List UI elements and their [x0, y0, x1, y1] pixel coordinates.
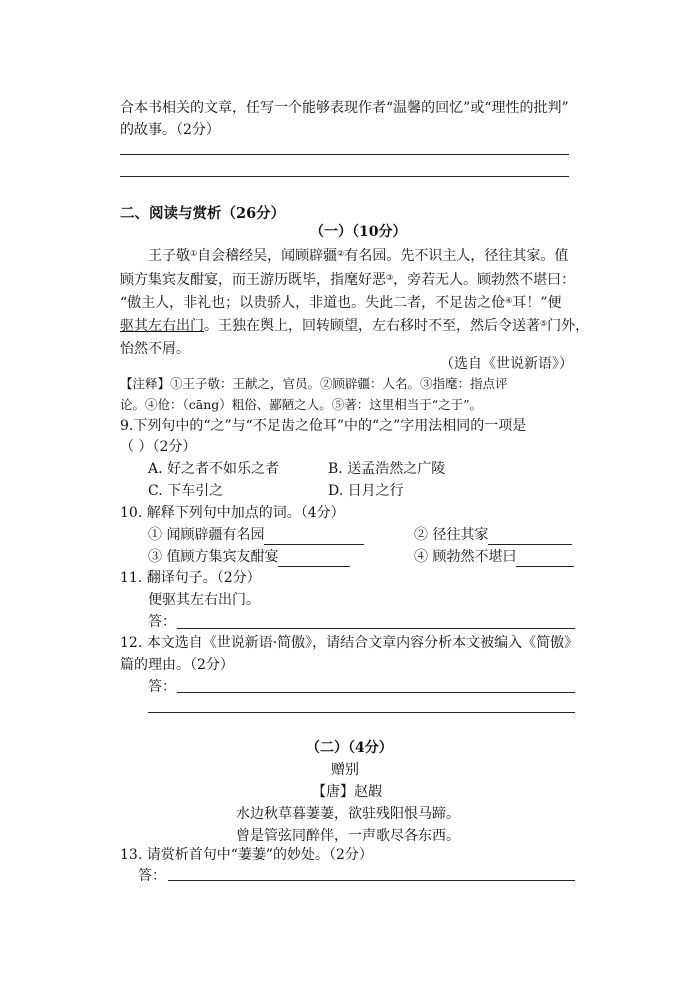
q9-option-a: A. 好之者不如乐之者 — [148, 461, 280, 477]
q11-answer-label: 答： — [148, 614, 176, 630]
q12-stem-2: 篇的理由。（2分） — [120, 657, 234, 673]
q10-answer-line[interactable] — [264, 530, 364, 545]
notes-line-1: 【注释】①王子敬：王献之，官员。②顾辟疆：人名。③指麾：指点评 — [120, 376, 508, 391]
q9-option-c: C. 下车引之 — [148, 483, 224, 499]
intro-line-2: 的故事。（2分） — [120, 122, 220, 138]
footnote-marker: ③ — [386, 273, 394, 282]
answer-line — [120, 176, 569, 177]
poem-line-2: 曾是管弦同醉伴，一声歌尽各东西。 — [236, 828, 460, 844]
q10-answer-line[interactable] — [516, 552, 574, 567]
poem-author: 【唐】赵嘏 — [312, 784, 382, 800]
answer-line — [120, 154, 569, 155]
intro-line-1: 合本书相关的文章，任写一个能够表现作者“温馨的回忆”或“理性的批判” — [120, 100, 569, 116]
passage-text: 王子敬 — [148, 248, 190, 264]
passage1-line-3 — [120, 293, 562, 313]
q10-item-2 — [414, 525, 572, 545]
q9-option-d: D. 日月之行 — [328, 483, 404, 499]
q12-answer-line[interactable] — [148, 712, 575, 713]
passage1-line-2 — [120, 270, 575, 290]
q10-item-4 — [414, 547, 574, 567]
q11-sentence: 便驱其左右出门。 — [148, 592, 260, 608]
footnote-marker: ⑤ — [540, 319, 548, 328]
q11-answer-line[interactable] — [177, 628, 575, 629]
notes-line-2: 论。④伧：（cāng）粗俗、鄙陋之人。⑤著：这里相当于“之于”。 — [120, 397, 483, 412]
section-title: 二、阅读与赏析（26分） — [120, 205, 286, 222]
passage2-heading: （二）（4分） — [306, 740, 393, 756]
passage1-source: （选自《世说新语》） — [440, 356, 573, 372]
footnote-marker: ② — [337, 249, 345, 258]
q9-option-b: B. 送孟浩然之广陵 — [328, 461, 446, 477]
q13-answer-label: 答： — [138, 868, 166, 884]
underlined-sentence: 驱其左右出门 — [120, 318, 204, 334]
passage-text: “傲主人，非礼也；以贵骄人，非道也。失此二者，不足齿之伧 — [120, 295, 506, 311]
passage-text: 耳！”便 — [512, 295, 562, 311]
q10-item-text: ② 径往其家 — [414, 527, 489, 543]
passage-text: 。王独在舆上，回转顾望，左右移时不至，然后令送著 — [204, 318, 540, 334]
passage-text: 自会稽经吴，闻顾辟疆 — [197, 248, 338, 264]
q10-item-3 — [148, 547, 350, 567]
poem-title: 赠别 — [331, 762, 359, 778]
q12-answer-line[interactable] — [177, 692, 575, 693]
passage-text: ，旁若无人。顾勃然不堪曰： — [393, 272, 576, 288]
q10-item-text: ④ 顾勃然不堪曰 — [414, 549, 517, 565]
footnote-marker: ① — [190, 249, 198, 258]
q13-stem: 13. 请赏析首句中“萋萋”的妙处。（2分） — [120, 847, 373, 863]
q12-answer-label: 答： — [148, 679, 176, 695]
passage1-heading: （一）（10分） — [310, 224, 407, 240]
q12-stem: 12. 本文选自《世说新语·简傲》，请结合文章内容分析本文被编入《简傲》 — [120, 635, 579, 651]
passage1-line-1 — [148, 246, 568, 266]
q9-stem-2: （ ）（2分） — [120, 439, 197, 455]
q10-stem: 10. 解释下列句中加点的词。（4分） — [120, 505, 345, 521]
passage-text: 有名园。先不识主人，径往其家。值 — [344, 248, 569, 264]
q10-item-text: ③ 值顾方集宾友酣宴 — [148, 549, 279, 565]
q9-stem: 9.下列句中的“之”与“不足齿之伧耳”中的“之”字用法相同的一项是 — [120, 418, 527, 434]
q13-answer-line[interactable] — [168, 880, 575, 881]
q10-item-1 — [148, 525, 364, 545]
passage1-line-5: 怡然不屑。 — [120, 341, 190, 357]
footnote-marker: ④ — [505, 296, 513, 305]
q10-answer-line[interactable] — [278, 552, 350, 567]
passage-text: 顾方集宾友酣宴，而王游历既毕，指麾好恶 — [120, 272, 386, 288]
q10-item-text: ① 闻顾辟疆有名园 — [148, 527, 265, 543]
q11-stem: 11. 翻译句子。（2分） — [120, 570, 261, 586]
poem-line-1: 水边秋草暮萋萋，欲驻残阳恨马蹄。 — [236, 806, 460, 822]
q10-answer-line[interactable] — [488, 530, 572, 545]
passage-text: 门外， — [547, 318, 590, 334]
passage1-line-4 — [120, 316, 589, 336]
